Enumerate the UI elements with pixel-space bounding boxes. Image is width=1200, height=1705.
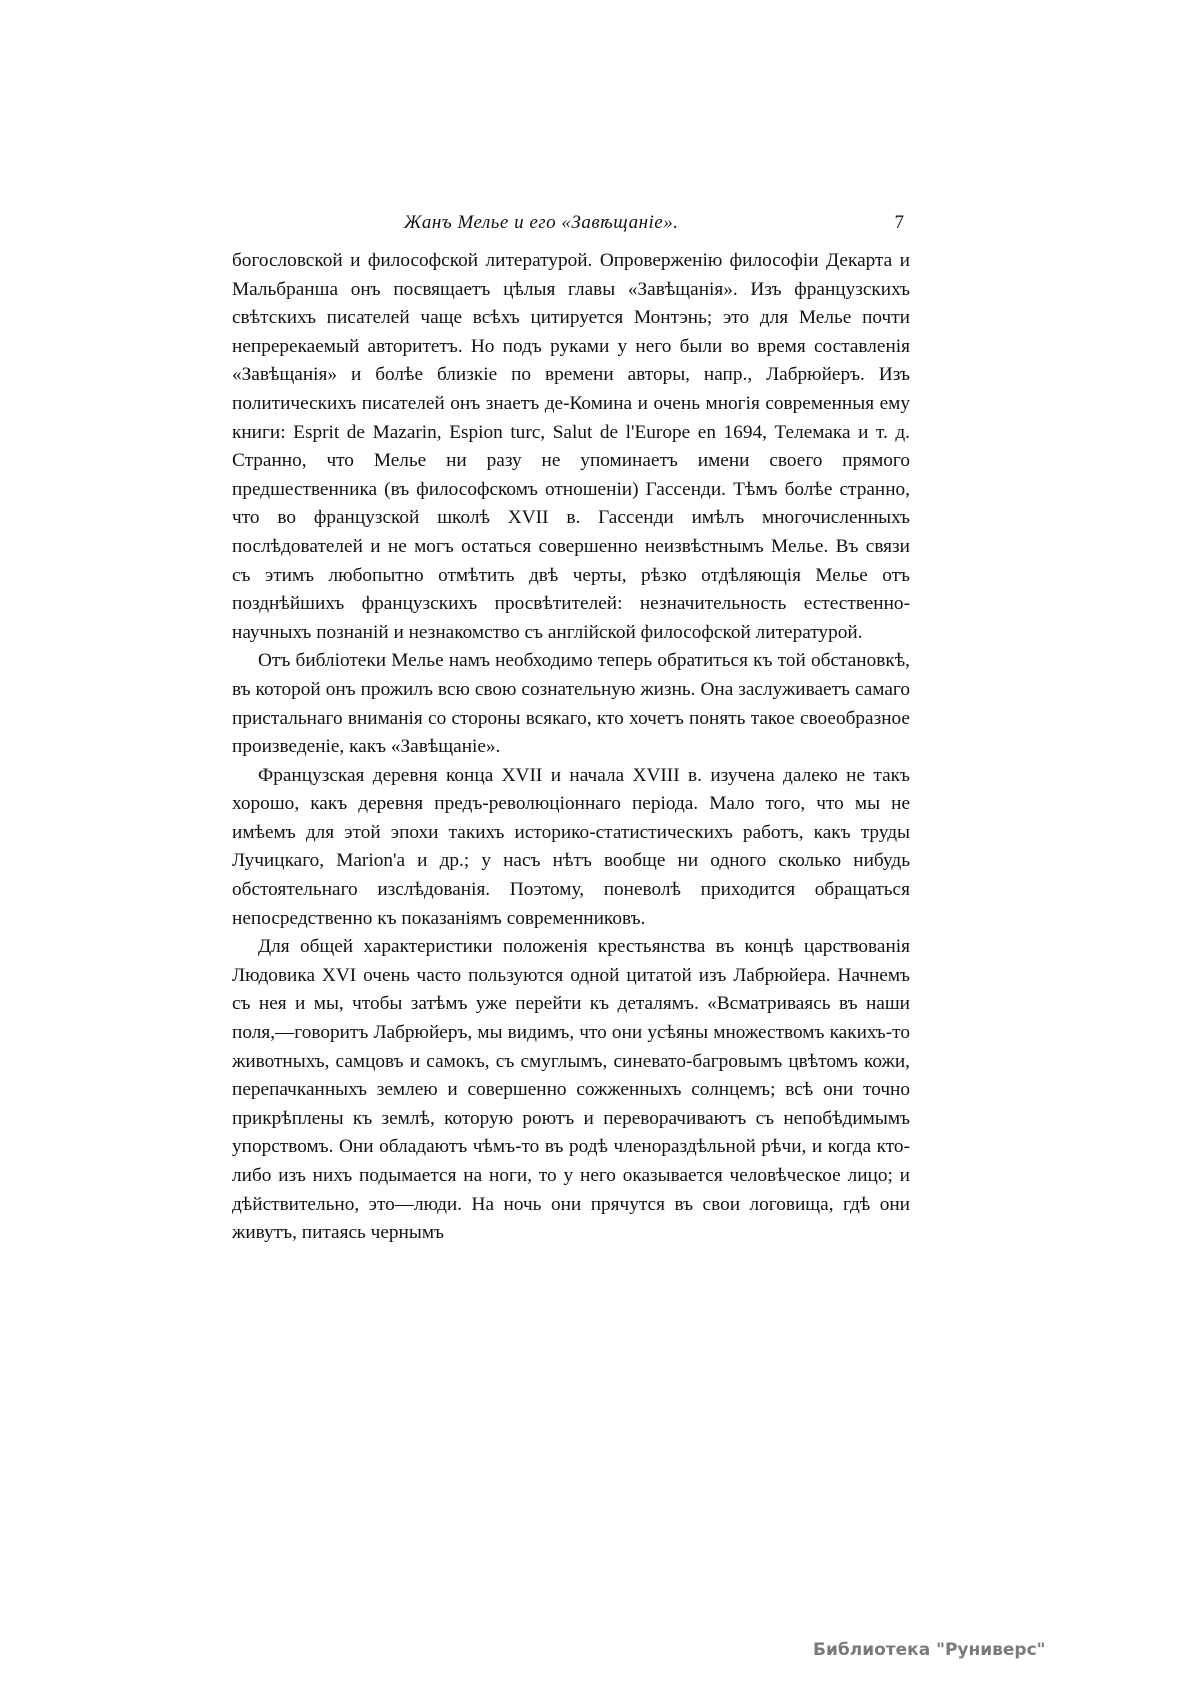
paragraph: Французская деревня конца XVII и начала XVIII в. изучена далеко не такъ хорошо, какъ деревня предъ-революціоннаго періода. Мало того, что мы не имѣемъ для этой эпохи такихъ историко-статистическихъ работъ, какъ труды Лучицкаго, Marion'а и др.; у насъ нѣтъ вообще ни одного сколько нибудь обстоятельнаго изслѣдованія. Поэтому, поневолѣ приходится обращаться непосредственно къ показаніямъ современниковъ.	[232, 764, 910, 929]
library-watermark: Библиотека "Руниверс"	[813, 1640, 1046, 1660]
page-number: 7	[894, 212, 904, 233]
paragraph: богословской и философской литературой. Опроверженію философіи Декарта и Мальбранша онъ посвящаетъ цѣлыя главы «Завѣщанія». Изъ французскихъ свѣтскихъ писателей чаще всѣхъ цитируется Монтэнь; это для Мелье почти непререкаемый авторитетъ. Но подъ руками у него были во время составленія «Завѣщанія» и болѣе близкіе по времени авторы, напр., Лабрюйеръ. Изъ политическихъ писателей онъ знаетъ де-Комина и очень многія современныя ему книги: Esprit de Mazarin, Espion turc, Salut de l'Europe en 1694, Телемака и т. д. Странно, что Мелье ни разу не упоминаетъ имени своего прямого предшественника (въ философскомъ отношеніи) Гассенди. Тѣмъ болѣе странно, что во французской школѣ XVII в. Гассенди имѣлъ многочисленныхъ послѣдователей и не могъ остаться совершенно неизвѣстнымъ Мелье. Въ связи съ этимъ любопытно отмѣтить двѣ черты, рѣзко отдѣляющія Мелье отъ позднѣйшихъ французскихъ просвѣтителей: незначительность естественно-научныхъ познаній и незнакомство съ англійской философской литературой.	[232, 250, 910, 643]
paragraph: Отъ библіотеки Мелье намъ необходимо теперь обратиться къ той обстановкѣ, въ которой онъ прожилъ всю свою сознательную жизнь. Она заслуживаетъ самаго пристальнаго вниманія со стороны всякаго, кто хочетъ понять такое своеобразное произведеніе, какъ «Завѣщаніе».	[232, 650, 910, 758]
paragraph: Для общей характеристики положенія крестьянства въ концѣ царствованія Людовика XVI очень часто пользуются одной цитатой изъ Лабрюйера. Начнемъ съ нея и мы, чтобы затѣмъ уже перейти къ деталямъ. «Всматриваясь въ наши поля,—говоритъ Лабрюйеръ, мы видимъ, что они усѣяны множествомъ какихъ-то животныхъ, самцовъ и самокъ, съ смуглымъ, синевато-багровымъ цвѣтомъ кожи, перепачканныхъ землею и совершенно сожженныхъ солнцемъ; всѣ они точно прикрѣплены къ землѣ, которую роютъ и переворачиваютъ съ непобѣдимымъ упорствомъ. Они обладаютъ чѣмъ-то въ родѣ членораздѣльной рѣчи, и когда кто-либо изъ нихъ подымается на ноги, то у него оказывается человѣческое лицо; и дѣйствительно, это—люди. На ночь они прячутся въ свои логовища, гдѣ они живутъ, питаясь чернымъ	[232, 936, 910, 1244]
running-title: Жанъ Мелье и его «Завѣщаніе».	[404, 212, 679, 233]
page-header	[214, 212, 904, 242]
body-text	[232, 247, 910, 1248]
